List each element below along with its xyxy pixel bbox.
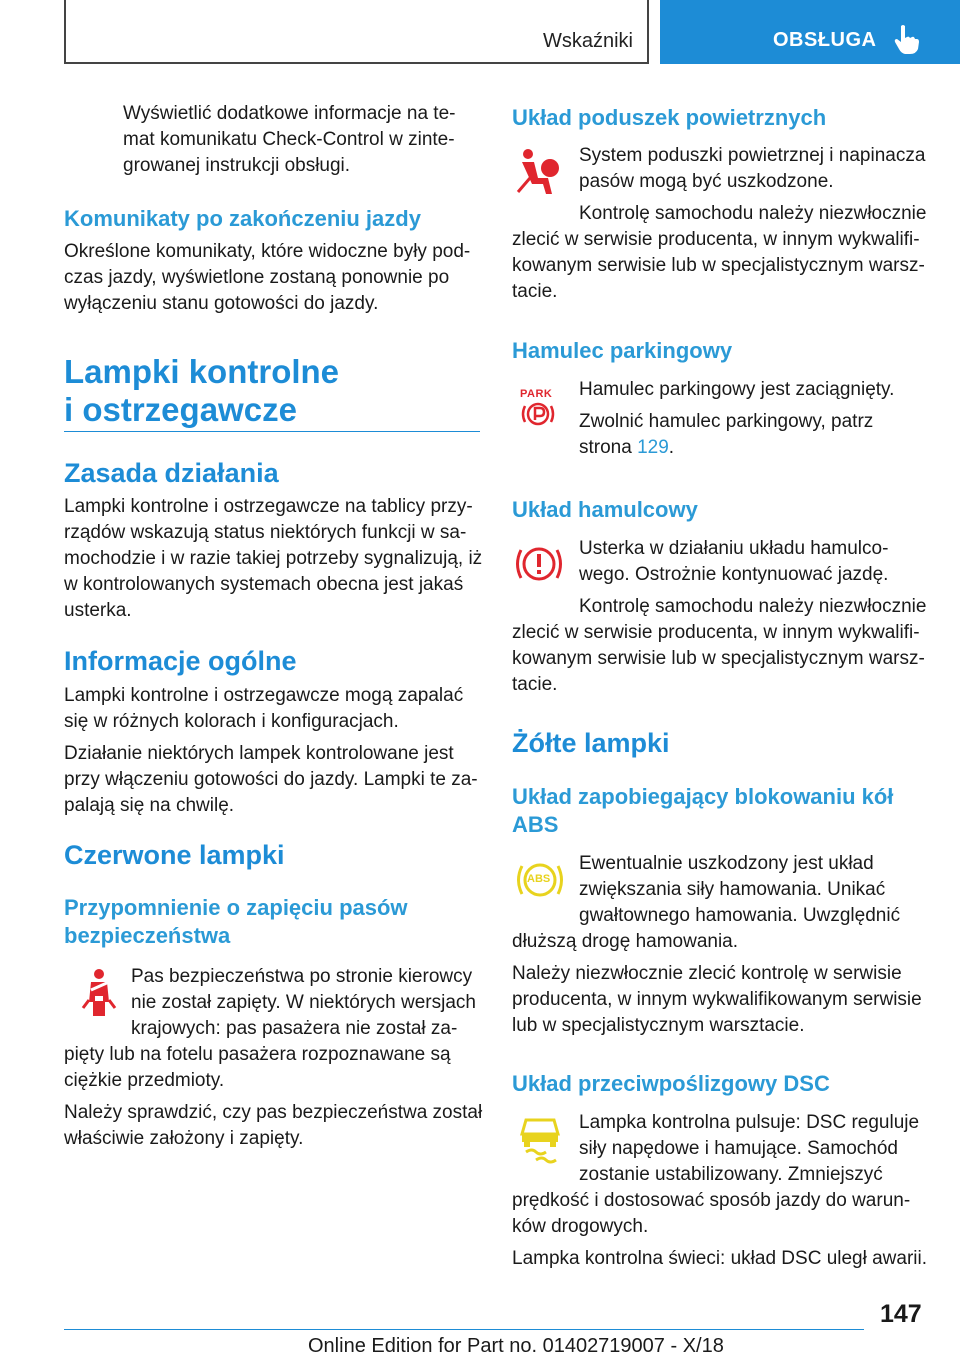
page-number: 147 [880,1300,922,1328]
seatbelt-text: nie został zapięty. W niektórych wersjach [131,992,476,1013]
seatbelt-advice: Należy sprawdzić, czy pas bezpieczeństwa został [64,1102,483,1123]
parking-brake-icon-label: PARK [520,388,553,400]
header-section-tab [64,0,649,64]
dsc-failure-text: Lampka kontrolna świeci: układ DSC uległ awarii. [512,1248,928,1269]
abs-advice: Należy niezwłocznie zlecić kontrolę w serwisie [512,963,902,984]
brake-system-heading: Układ hamulcowy [512,497,698,522]
ref-suffix: . [668,437,675,458]
header-chapter-title: OBSŁUGA [773,29,877,51]
header-section-title: Wskaźniki [542,30,633,52]
principle-text: w kontrolowanych systemach obecna jest jakaś [64,574,464,595]
end-drive-text: wyłączeniu stanu gotowości do jazdy. [64,293,379,314]
seatbelt-text: krajowych: pas pasażera nie został za- [131,1018,458,1039]
abs-text: Ewentualnie uszkodzony jest układ [579,853,874,874]
general-heading: Informacje ogólne [64,646,297,676]
abs-text: zwiększania siły hamowania. Unikać [579,879,886,900]
brake-advice: kowanym serwisie lub w specjalistycznym warsz- [512,648,925,669]
page-title-line2: i ostrzegawcze [64,391,297,428]
seatbelt-heading: bezpieczeństwa [64,923,231,948]
dsc-text: prędkość i dostosować sposób jazdy do warun- [512,1190,911,1211]
airbag-advice: zlecić w serwisie producenta, w innym wykwalifi- [512,229,920,250]
general-text: Działanie niektórych lampek kontrolowane jest [64,743,454,764]
airbag-text: pasów mogą być uszkodzone. [579,171,834,192]
dsc-text: siły napędowe i hamujące. Samochód [579,1138,898,1159]
end-drive-text: czas jazdy, wyświetlone zostaną ponownie po [64,267,450,288]
principle-text: mochodzie i w razie takiej potrzeby sygnalizują, iż [64,548,483,569]
title-divider [64,431,480,432]
abs-text: dłuższą drogę hamowania. [512,931,739,952]
brake-text: wego. Ostrożnie kontynuować jazdę. [579,564,889,585]
parking-brake-advice: Zwolnić hamulec parkingowy, patrz [579,411,874,432]
brake-advice: zlecić w serwisie producenta, w innym wykwalifi- [512,622,920,643]
hand-pointer-icon [894,24,920,54]
general-text: Lampki kontrolne i ostrzegawcze mogą zapalać [64,685,464,706]
parking-brake-heading: Hamulec parkingowy [512,338,733,363]
footer-edition: Online Edition for Part no. 01402719007 - X/18 [308,1335,724,1357]
dsc-text: ków drogowych. [512,1216,649,1237]
ref-prefix: strona [579,437,638,458]
airbag-advice: Kontrolę samochodu należy niezwłocznie [579,203,927,224]
abs-heading: Układ zapobiegający blokowaniu kół [512,784,894,809]
yellow-lamps-heading: Żółte lampki [512,728,670,758]
abs-icon-label: ABS [527,873,551,885]
principle-text: rządów wskazują status niektórych funkcji w sa- [64,522,467,543]
brake-advice: tacie. [512,674,558,695]
airbag-heading: Układ poduszek powietrznych [512,105,827,130]
abs-text: gwałtownego hamowania. Uwzględnić [579,905,901,926]
airbag-advice: kowanym serwisie lub w specjalistycznym warsz- [512,255,925,276]
dsc-text: zostanie ustabilizowany. Zmniejszyć [579,1164,883,1185]
seatbelt-warning-icon [78,968,120,1020]
parking-brake-ref [579,435,674,461]
seatbelt-text: Pas bezpieczeństwa po stronie kierowcy [131,966,473,987]
principle-heading: Zasada działania [64,458,279,488]
brake-advice: Kontrolę samochodu należy niezwłocznie [579,596,927,617]
general-text: przy włączeniu gotowości do jazdy. Lampki te za- [64,769,478,790]
intro-line: growanej instrukcji obsługi. [123,155,351,176]
brake-text: Usterka w działaniu układu hamulco- [579,538,889,559]
seatbelt-heading: Przypomnienie o zapięciu pasów [64,895,408,920]
dsc-text: Lampka kontrolna pulsuje: DSC reguluje [579,1112,920,1133]
brake-warning-icon [514,542,564,586]
abs-advice: producenta, w innym wykwalifikowanym serwisie [512,989,922,1010]
page-129-link[interactable]: 129 [637,437,669,458]
principle-text: usterka. [64,600,132,621]
dsc-heading: Układ przeciwpoślizgowy DSC [512,1071,830,1096]
principle-text: Lampki kontrolne i ostrzegawcze na tablicy przy- [64,496,473,517]
general-text: się w różnych kolorach i konfiguracjach. [64,711,399,732]
airbag-text: System poduszki powietrznej i napinacza [579,145,926,166]
airbag-warning-icon [516,148,564,200]
intro-line: mat komunikatu Check-Control w zinte- [123,129,455,150]
header-chapter-tab [660,0,960,64]
abs-advice: lub w specjalistycznym warsztacie. [512,1015,805,1036]
abs-warning-icon [514,858,566,902]
seatbelt-text: ciężkie przedmioty. [64,1070,225,1091]
intro-line: Wyświetlić dodatkowe informacje na te- [123,103,456,124]
airbag-advice: tacie. [512,281,558,302]
end-drive-text: Określone komunikaty, które widoczne były pod- [64,241,471,262]
general-text: palają się na chwilę. [64,795,235,816]
parking-brake-icon [518,388,558,428]
abs-heading: ABS [512,812,559,837]
seatbelt-advice: właściwie założony i zapięty. [64,1128,304,1149]
end-drive-heading: Komunikaty po zakończeniu jazdy [64,206,421,231]
seatbelt-text: pięty lub na fotelu pasażera rozpoznawane są [64,1044,451,1065]
footer-divider [64,1329,864,1330]
dsc-warning-icon [518,1116,562,1166]
red-lamps-heading: Czerwone lampki [64,840,285,870]
parking-brake-text: Hamulec parkingowy jest zaciągnięty. [579,379,895,400]
page-title-line1: Lampki kontrolne [64,353,340,390]
